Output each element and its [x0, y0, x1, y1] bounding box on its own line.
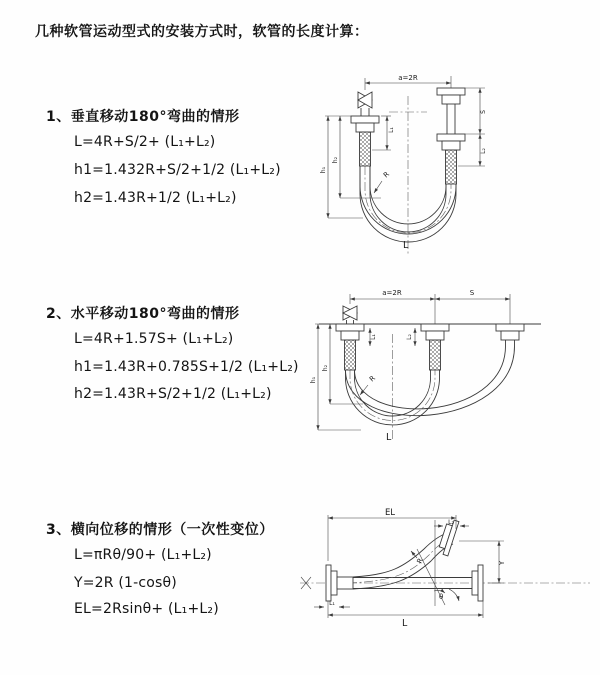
angle-label-theta: θ — [439, 593, 444, 601]
valve-icon — [343, 306, 357, 320]
dim-label-EL: EL — [384, 508, 396, 518]
flange — [336, 324, 364, 331]
dim-label-Y: Y — [498, 560, 506, 566]
flange — [478, 565, 483, 601]
dim-label-L2: L₂ — [406, 334, 413, 340]
flange — [437, 134, 465, 141]
flange — [437, 88, 465, 95]
flange — [356, 123, 374, 132]
left-flange-assembly — [326, 565, 353, 601]
right-flange-assembly — [472, 565, 483, 601]
dim-label-h1: h₁ — [320, 166, 327, 174]
page-title: 几种软管运动型式的安装方式时，软管的长度计算： — [35, 24, 369, 40]
section3-formula-L: L=πRθ/90+ (L₁+L₂) — [74, 547, 212, 563]
dim-label-S: S — [480, 110, 487, 114]
section1-formula-h2: h2=1.43R+1/2 (L₁+L₂) — [74, 190, 237, 206]
dim-label-S: S — [469, 289, 475, 297]
section2-heading: 2、水平移动180°弯曲的情形 — [46, 306, 240, 322]
hose-s-curve — [348, 533, 453, 589]
section2-formula-h2: h2=1.43R+S/2+1/2 (L₁+L₂) — [74, 386, 272, 402]
hose-braid-hatch — [446, 150, 457, 184]
flange — [426, 331, 444, 340]
dim-label-h2: h₂ — [332, 156, 339, 164]
left-pipe-assembly — [336, 320, 364, 370]
radius-label-R: R — [367, 374, 377, 384]
right-pipe-assembly — [496, 324, 524, 346]
section3-formula-Y: Y=2R (1-cosθ) — [74, 575, 177, 591]
pipe-stub — [337, 577, 353, 589]
dim-label-h2: h₂ — [322, 364, 329, 372]
section1-formula-h1: h1=1.432R+S/2+1/2 (L₁+L₂) — [74, 162, 281, 178]
dim-label-a2R: a=2R — [398, 74, 418, 82]
dim-label-L2: L₂ — [448, 519, 454, 526]
dim-label-L: L — [386, 432, 392, 443]
flange — [472, 571, 478, 595]
dim-label-L: L — [403, 240, 409, 251]
flange — [501, 331, 519, 340]
radius-label-R: R — [415, 557, 425, 565]
valve-icon — [358, 92, 372, 108]
dim-label-L1: L₁ — [329, 600, 335, 607]
hose-braid-hatch — [360, 132, 371, 166]
middle-pipe-assembly — [421, 324, 449, 370]
radius-leader-line — [360, 385, 368, 395]
dim-label-L1: L₁ — [370, 334, 377, 340]
section2-formula-L: L=4R+1.57S+ (L₁+L₂) — [74, 331, 234, 347]
flange — [331, 571, 337, 595]
dim-label-L2: L₂ — [480, 148, 487, 154]
diagram-lateral-displacement — [298, 503, 598, 638]
flange — [442, 95, 460, 104]
dim-label-h1: h₁ — [310, 376, 317, 384]
diagram-horizontal-180-bend — [303, 282, 593, 452]
angle-arc — [449, 589, 459, 601]
hose-braid-hatch — [345, 340, 356, 370]
radius-leader-line — [374, 181, 382, 193]
section1-formula-L: L=4R+S/2+ (L₁+L₂) — [74, 134, 216, 150]
section3-formula-EL: EL=2Rsinθ+ (L₁+L₂) — [74, 601, 219, 617]
flange — [442, 141, 460, 150]
section2-formula-h1: h1=1.43R+0.785S+1/2 (L₁+L₂) — [74, 359, 299, 375]
dim-label-a2R: a=2R — [382, 289, 402, 297]
hose-braid-hatch — [430, 340, 441, 370]
radius-label-R: R — [381, 170, 391, 180]
section3-heading: 3、横向位移的情形（一次性变位） — [46, 522, 274, 538]
section1-heading: 1、垂直移动180°弯曲的情形 — [46, 109, 240, 125]
flange — [351, 116, 379, 123]
flange — [341, 331, 359, 340]
right-pipe-assembly — [437, 88, 465, 184]
flange — [326, 565, 331, 601]
left-pipe-assembly — [351, 108, 379, 166]
diagram-vertical-180-bend — [303, 66, 593, 261]
flange — [496, 324, 524, 331]
flange — [421, 324, 449, 331]
dim-label-L: L — [402, 618, 408, 629]
dim-label-L1: L₁ — [388, 127, 395, 133]
